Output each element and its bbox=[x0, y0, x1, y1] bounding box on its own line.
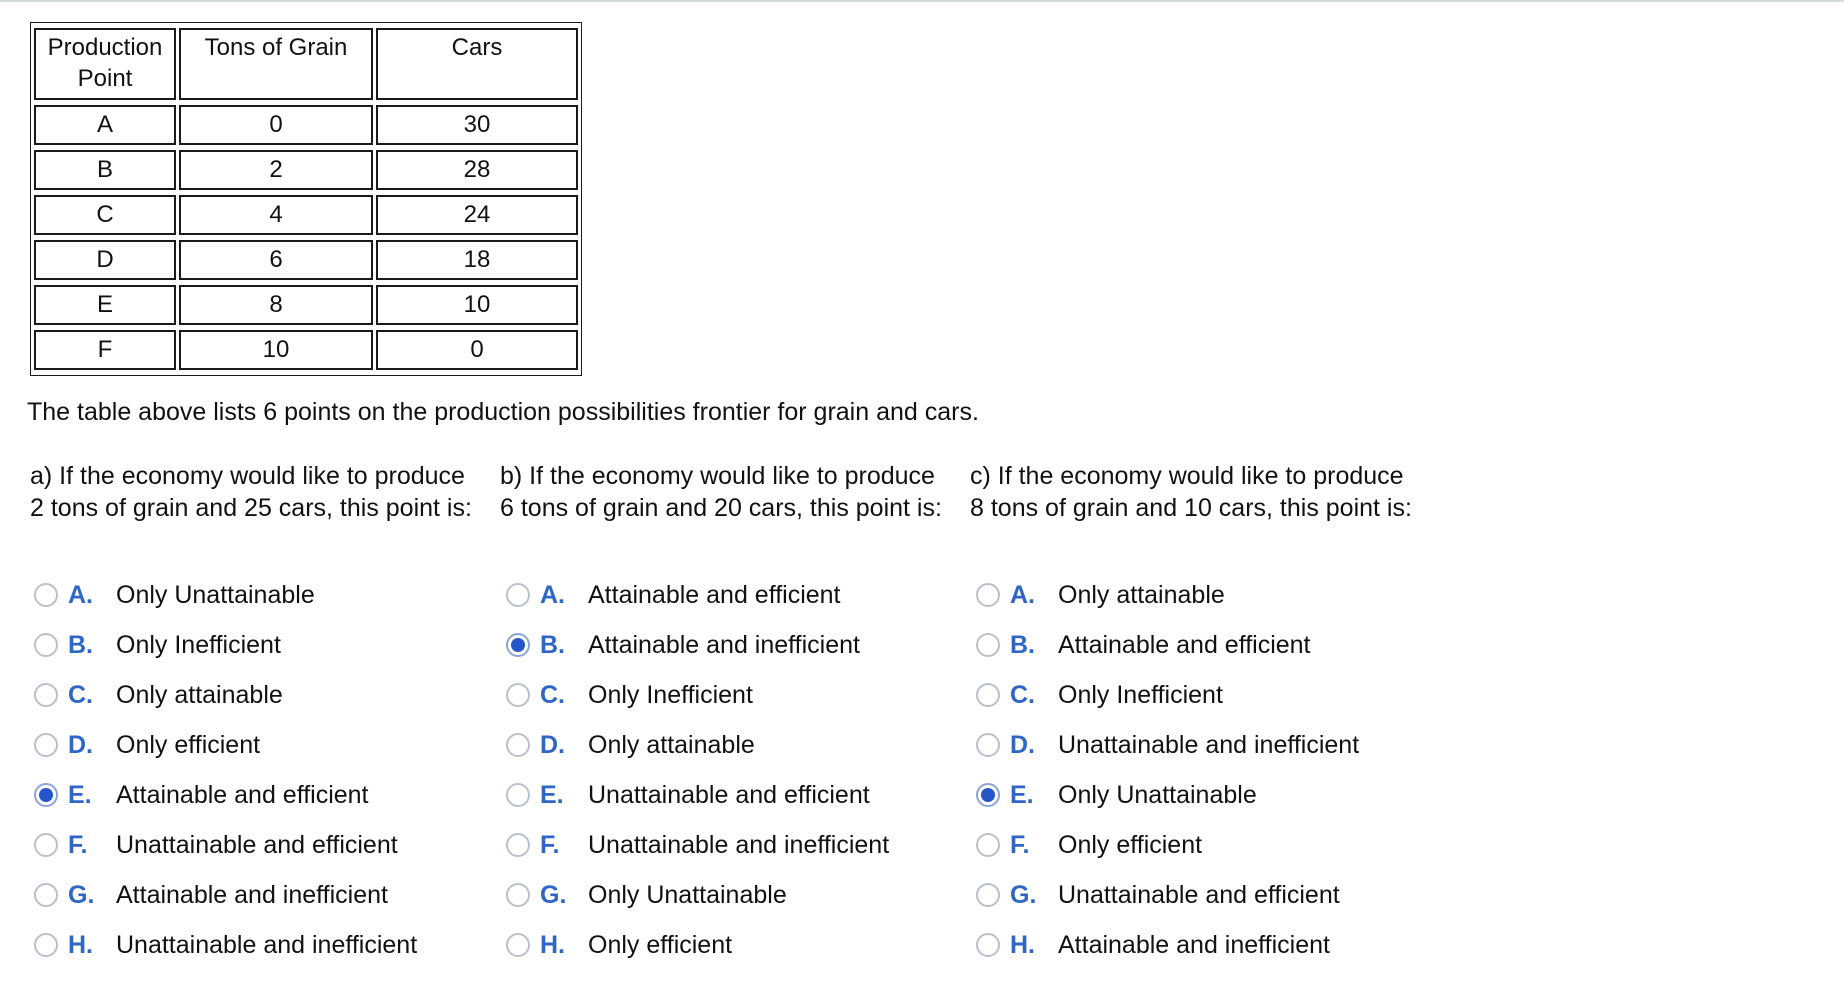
option-label: Unattainable and efficient bbox=[116, 830, 398, 859]
cell-point: A bbox=[34, 105, 176, 145]
radio-button[interactable] bbox=[976, 733, 1000, 757]
radio-button[interactable] bbox=[506, 683, 530, 707]
option-letter: F. bbox=[540, 830, 560, 859]
option-letter: G. bbox=[68, 880, 95, 909]
option-label: Only attainable bbox=[116, 680, 283, 709]
radio-button[interactable] bbox=[976, 883, 1000, 907]
question-c-line1: c) If the economy would like to produce bbox=[970, 462, 1404, 490]
option-letter: F. bbox=[1010, 830, 1030, 859]
question-a-option[interactable] bbox=[34, 870, 417, 920]
cell-cars: 30 bbox=[376, 105, 578, 145]
option-letter: A. bbox=[540, 580, 565, 609]
option-label: Attainable and inefficient bbox=[588, 630, 860, 659]
cell-grain: 8 bbox=[179, 285, 373, 325]
radio-button[interactable] bbox=[976, 833, 1000, 857]
cell-grain: 10 bbox=[179, 330, 373, 370]
question-a-option[interactable] bbox=[34, 670, 417, 720]
option-letter: E. bbox=[1010, 780, 1034, 809]
top-divider bbox=[0, 0, 1844, 2]
option-label: Only attainable bbox=[1058, 580, 1225, 609]
option-label: Unattainable and inefficient bbox=[116, 930, 418, 959]
option-label: Only attainable bbox=[588, 730, 755, 759]
question-c-options bbox=[976, 570, 1359, 970]
option-letter: B. bbox=[540, 630, 565, 659]
option-label: Only Unattainable bbox=[1058, 780, 1257, 809]
option-label: Unattainable and inefficient bbox=[588, 830, 890, 859]
ppf-table bbox=[30, 22, 582, 376]
cell-point: D bbox=[34, 240, 176, 280]
question-a-option[interactable] bbox=[34, 720, 417, 770]
question-a-option[interactable] bbox=[34, 770, 417, 820]
option-label: Attainable and inefficient bbox=[116, 880, 388, 909]
question-b-option[interactable] bbox=[506, 620, 889, 670]
question-b-option[interactable] bbox=[506, 920, 889, 970]
option-label: Attainable and efficient bbox=[116, 780, 369, 809]
option-label: Only efficient bbox=[588, 930, 733, 959]
radio-button[interactable] bbox=[976, 683, 1000, 707]
question-c-option[interactable] bbox=[976, 620, 1359, 670]
option-letter: A. bbox=[68, 580, 93, 609]
option-letter: G. bbox=[540, 880, 567, 909]
option-letter: C. bbox=[1010, 680, 1035, 709]
option-label: Only efficient bbox=[116, 730, 261, 759]
question-b-option[interactable] bbox=[506, 570, 889, 620]
option-letter: B. bbox=[1010, 630, 1035, 659]
option-letter: F. bbox=[68, 830, 88, 859]
option-label: Only Unattainable bbox=[588, 880, 787, 909]
radio-button[interactable] bbox=[34, 833, 58, 857]
radio-button[interactable] bbox=[34, 633, 58, 657]
radio-button[interactable] bbox=[976, 633, 1000, 657]
radio-button[interactable] bbox=[506, 733, 530, 757]
cell-cars: 10 bbox=[376, 285, 578, 325]
cell-grain: 0 bbox=[179, 105, 373, 145]
option-letter: H. bbox=[1010, 930, 1035, 959]
option-letter: G. bbox=[1010, 880, 1037, 909]
question-a bbox=[30, 460, 472, 959]
question-a-line2: 2 tons of grain and 25 cars, this point is: bbox=[30, 494, 472, 522]
cell-cars: 18 bbox=[376, 240, 578, 280]
radio-button[interactable] bbox=[506, 933, 530, 957]
table-row bbox=[34, 240, 578, 280]
option-letter: D. bbox=[540, 730, 565, 759]
option-label: Only Inefficient bbox=[588, 680, 753, 709]
option-letter: H. bbox=[68, 930, 93, 959]
radio-button[interactable] bbox=[506, 783, 530, 807]
radio-button[interactable] bbox=[506, 883, 530, 907]
question-a-line1: a) If the economy would like to produce bbox=[30, 462, 465, 490]
option-letter: A. bbox=[1010, 580, 1035, 609]
radio-button[interactable] bbox=[34, 883, 58, 907]
option-label: Unattainable and efficient bbox=[588, 780, 870, 809]
table-row bbox=[34, 285, 578, 325]
question-a-option[interactable] bbox=[34, 820, 417, 870]
cell-grain: 6 bbox=[179, 240, 373, 280]
question-b bbox=[500, 460, 942, 959]
header-production-line2: Point bbox=[77, 65, 133, 92]
question-b-option[interactable] bbox=[506, 870, 889, 920]
question-c-option[interactable] bbox=[976, 670, 1359, 720]
question-c-option[interactable] bbox=[976, 570, 1359, 620]
question-b-option[interactable] bbox=[506, 720, 889, 770]
option-label: Unattainable and efficient bbox=[1058, 880, 1340, 909]
radio-button[interactable] bbox=[34, 933, 58, 957]
radio-button-selected[interactable] bbox=[34, 783, 58, 807]
radio-button[interactable] bbox=[34, 733, 58, 757]
intro-text: The table above lists 6 points on the production possibilities frontier for grain and cars. bbox=[27, 398, 979, 426]
radio-button[interactable] bbox=[976, 583, 1000, 607]
option-label: Only Inefficient bbox=[116, 630, 281, 659]
option-label: Attainable and inefficient bbox=[1058, 930, 1330, 959]
table-row bbox=[34, 330, 578, 370]
cell-point: C bbox=[34, 195, 176, 235]
question-c-option[interactable] bbox=[976, 920, 1359, 970]
option-letter: B. bbox=[68, 630, 93, 659]
header-production-point bbox=[34, 28, 176, 100]
cell-point: F bbox=[34, 330, 176, 370]
option-letter: D. bbox=[1010, 730, 1035, 759]
questions-area bbox=[0, 460, 1844, 960]
radio-button-selected[interactable] bbox=[506, 633, 530, 657]
question-b-option[interactable] bbox=[506, 820, 889, 870]
question-b-prompt bbox=[500, 460, 942, 524]
option-letter: C. bbox=[540, 680, 565, 709]
radio-button[interactable] bbox=[506, 833, 530, 857]
cell-point: B bbox=[34, 150, 176, 190]
question-a-option[interactable] bbox=[34, 920, 417, 970]
option-letter: C. bbox=[68, 680, 93, 709]
question-a-prompt bbox=[30, 460, 472, 524]
option-label: Attainable and efficient bbox=[588, 580, 841, 609]
cell-cars: 0 bbox=[376, 330, 578, 370]
cell-grain: 2 bbox=[179, 150, 373, 190]
question-b-option[interactable] bbox=[506, 670, 889, 720]
question-c-option[interactable] bbox=[976, 870, 1359, 920]
option-label: Unattainable and inefficient bbox=[1058, 730, 1360, 759]
table-row bbox=[34, 195, 578, 235]
table-row bbox=[34, 105, 578, 145]
radio-button[interactable] bbox=[34, 583, 58, 607]
question-c-option[interactable] bbox=[976, 820, 1359, 870]
radio-button[interactable] bbox=[34, 683, 58, 707]
question-c-option[interactable] bbox=[976, 720, 1359, 770]
option-letter: D. bbox=[68, 730, 93, 759]
radio-button-selected[interactable] bbox=[976, 783, 1000, 807]
radio-button[interactable] bbox=[506, 583, 530, 607]
question-c-line2: 8 tons of grain and 10 cars, this point is: bbox=[970, 494, 1412, 522]
cell-cars: 28 bbox=[376, 150, 578, 190]
question-c-prompt bbox=[970, 460, 1412, 524]
option-label: Only Unattainable bbox=[116, 580, 315, 609]
table-header-row bbox=[34, 28, 578, 100]
question-b-line2: 6 tons of grain and 20 cars, this point is: bbox=[500, 494, 942, 522]
option-letter: E. bbox=[68, 780, 92, 809]
option-label: Only efficient bbox=[1058, 830, 1203, 859]
question-c bbox=[970, 460, 1412, 959]
table-row bbox=[34, 150, 578, 190]
question-a-options bbox=[34, 570, 417, 970]
header-tons-of-grain: Tons of Grain bbox=[179, 28, 373, 100]
cell-cars: 24 bbox=[376, 195, 578, 235]
radio-button[interactable] bbox=[976, 933, 1000, 957]
header-cars: Cars bbox=[376, 28, 578, 100]
option-label: Only Inefficient bbox=[1058, 680, 1223, 709]
cell-grain: 4 bbox=[179, 195, 373, 235]
question-c-option[interactable] bbox=[976, 770, 1359, 820]
option-label: Attainable and efficient bbox=[1058, 630, 1311, 659]
question-a-option[interactable] bbox=[34, 620, 417, 670]
question-b-option[interactable] bbox=[506, 770, 889, 820]
option-letter: E. bbox=[540, 780, 564, 809]
question-a-option[interactable] bbox=[34, 570, 417, 620]
question-b-options bbox=[506, 570, 889, 970]
cell-point: E bbox=[34, 285, 176, 325]
header-production-line1: Production bbox=[47, 34, 163, 61]
question-b-line1: b) If the economy would like to produce bbox=[500, 462, 935, 490]
option-letter: H. bbox=[540, 930, 565, 959]
